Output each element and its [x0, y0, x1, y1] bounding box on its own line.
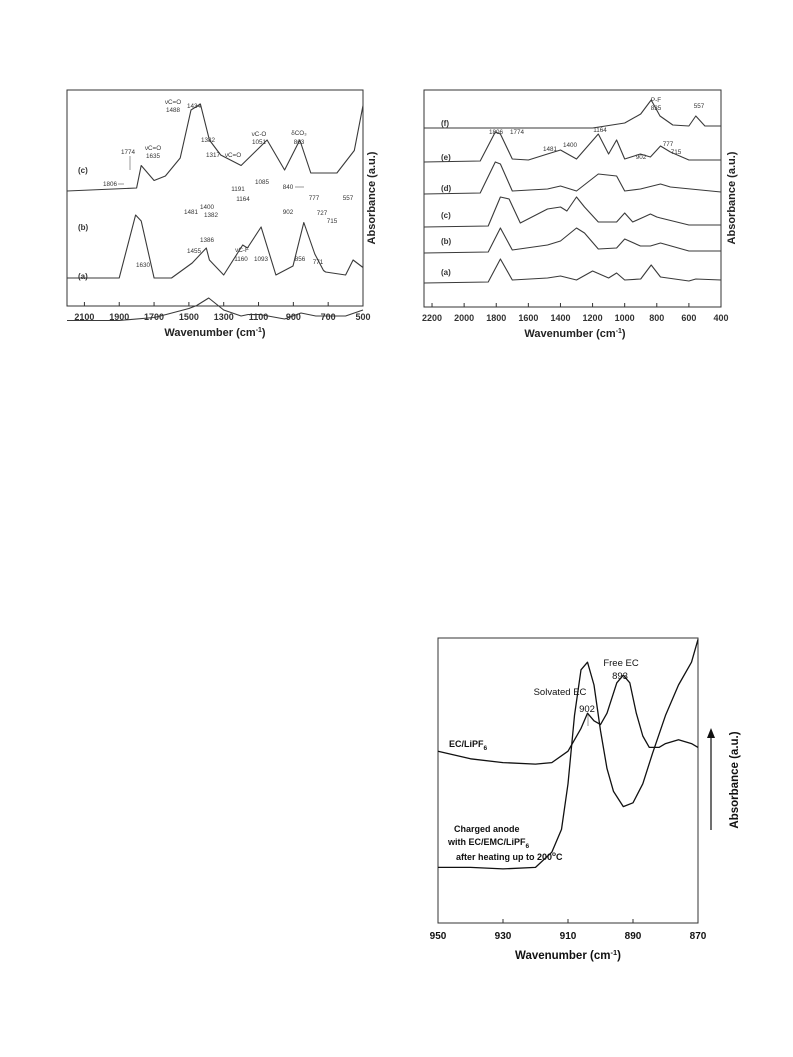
peak-label: 1434: [186, 103, 202, 110]
peak-label: 835: [650, 105, 662, 112]
peak-label: 1164: [236, 196, 250, 203]
figure-b: [410, 80, 760, 350]
series-line-5: [424, 228, 721, 253]
peak-label: 1481: [183, 209, 199, 216]
annotation-free-ec: Free EC: [603, 658, 639, 669]
chart-b-svg: [410, 80, 760, 350]
annotation-902: 902: [579, 704, 595, 715]
series-line-2: [67, 215, 363, 278]
peak-label: νC=O: [224, 152, 242, 159]
x-tick-label: 1300: [213, 312, 234, 322]
peak-label: 1386: [199, 237, 215, 244]
x-tick-label: 1700: [144, 312, 165, 322]
peak-label: 1400: [199, 204, 215, 211]
x-axis-label: Wavenumber $(cm^{-1})$: [515, 948, 621, 962]
trace-label-a: (a): [441, 268, 451, 277]
trace-label-b: (b): [78, 223, 89, 232]
x-tick-label: 950: [429, 931, 447, 942]
chart-b-frame: [424, 90, 721, 307]
peak-label: δCO₃: [291, 130, 307, 137]
x-tick-label: 1900: [109, 312, 130, 322]
trace-label-e: (e): [441, 153, 451, 162]
series-line-3: [424, 162, 721, 194]
trace-label-d: (d): [441, 184, 452, 193]
x-tick-label: 2100: [74, 312, 95, 322]
x-tick-label: 1000: [614, 313, 635, 323]
peak-label: 1191: [231, 186, 245, 193]
peak-label: 1400: [562, 142, 578, 149]
trace-label-b: (b): [441, 237, 452, 246]
peak-label: 1806: [102, 181, 118, 188]
peak-label: 1774: [509, 129, 525, 136]
x-tick-label: 1200: [582, 313, 603, 323]
peak-label: 902: [282, 209, 294, 216]
x-tick-label: 900: [285, 312, 301, 322]
peak-label: 727: [316, 210, 328, 217]
series-line-1: [67, 104, 363, 191]
peak-label: 1488: [165, 107, 181, 114]
x-axis-label: Wavenumber $(cm^{-1})$: [524, 328, 626, 340]
x-tick-label: 800: [649, 313, 665, 323]
trace-label-charged-anode-2: with EC/EMC/LiPF$_6$: [448, 837, 530, 850]
x-tick-label: 1600: [518, 313, 539, 323]
trace-label-a: (a): [78, 272, 88, 281]
peak-label: 902: [635, 154, 647, 161]
peak-label: 1093: [253, 256, 269, 263]
y-axis-label: Absorbance (a.u.): [726, 151, 738, 245]
trace-label-charged-anode-3: after heating up to 200$^o$C: [456, 851, 563, 862]
peak-label: 715: [670, 149, 682, 156]
peak-label: 557: [342, 195, 354, 202]
x-tick-label: 1400: [550, 313, 571, 323]
peak-label: νC=O: [164, 99, 182, 106]
peak-label: 1085: [254, 179, 270, 186]
peak-label: 1455: [186, 248, 202, 255]
trace-label-charged-anode-1: Charged anode: [454, 824, 520, 834]
peak-label: 1051: [251, 139, 267, 146]
peak-label: 1806: [488, 129, 504, 136]
x-tick-label: 2200: [422, 313, 443, 323]
peak-label: P-F: [650, 97, 662, 104]
x-tick-label: 1800: [486, 313, 507, 323]
trace-label-c: (c): [78, 166, 88, 175]
series-line-1: [424, 100, 721, 128]
peak-label: 840: [282, 184, 294, 191]
annotation-solvated-ec: Solvated EC: [533, 687, 587, 698]
x-tick-label: 930: [494, 931, 512, 942]
x-tick-label: 600: [681, 313, 697, 323]
chart-c-svg: [420, 630, 750, 975]
x-tick-label: 700: [320, 312, 336, 322]
figure-a: [50, 80, 380, 350]
chart-a-svg: [50, 80, 380, 350]
peak-label: 1481: [542, 146, 558, 153]
peak-label: 1630: [135, 262, 151, 269]
series-line-4: [424, 197, 721, 227]
figure-c: [420, 630, 750, 975]
x-tick-label: 910: [559, 931, 577, 942]
x-tick-label: 1500: [178, 312, 199, 322]
peak-label: 1317: [205, 152, 221, 159]
x-tick-label: 2000: [454, 313, 475, 323]
peak-label: 1382: [200, 137, 216, 144]
peak-label: 771: [312, 259, 324, 266]
peak-label: νC=O: [144, 145, 162, 152]
x-tick-label: 500: [355, 312, 371, 322]
peak-label: 715: [326, 218, 338, 225]
x-tick-label: 870: [689, 931, 707, 942]
peak-label: 1164: [593, 127, 607, 134]
trace-label-f: (f): [441, 119, 449, 128]
peak-label: 777: [308, 195, 320, 202]
y-axis-label: Absorbance (a.u.): [729, 731, 741, 829]
series-line-6: [424, 259, 721, 283]
peak-label: 557: [693, 103, 705, 110]
x-tick-label: 890: [624, 931, 642, 942]
peak-label: 856: [294, 256, 306, 263]
x-tick-label: 1100: [248, 312, 269, 322]
trace-label-c: (c): [441, 211, 451, 220]
peak-label: 1160: [234, 256, 248, 263]
series-line-2: [438, 639, 698, 869]
trace-label-ec-lipf6: EC/LiPF$_6$: [449, 739, 488, 752]
y-axis-label: Absorbance (a.u.): [366, 151, 378, 245]
x-tick-label: 400: [713, 313, 729, 323]
x-axis-label: Wavenumber $(cm^{-1})$: [164, 327, 266, 339]
peak-label: 1382: [203, 212, 219, 219]
peak-label: 1774: [120, 149, 136, 156]
peak-label: 1635: [145, 153, 161, 160]
annotation-893: 893: [612, 671, 628, 682]
arrow-head-icon: [707, 728, 715, 738]
peak-label: νC-F: [235, 247, 249, 254]
peak-label: 863: [293, 139, 305, 146]
peak-label: 777: [662, 141, 674, 148]
peak-label: νC-O: [251, 131, 267, 138]
